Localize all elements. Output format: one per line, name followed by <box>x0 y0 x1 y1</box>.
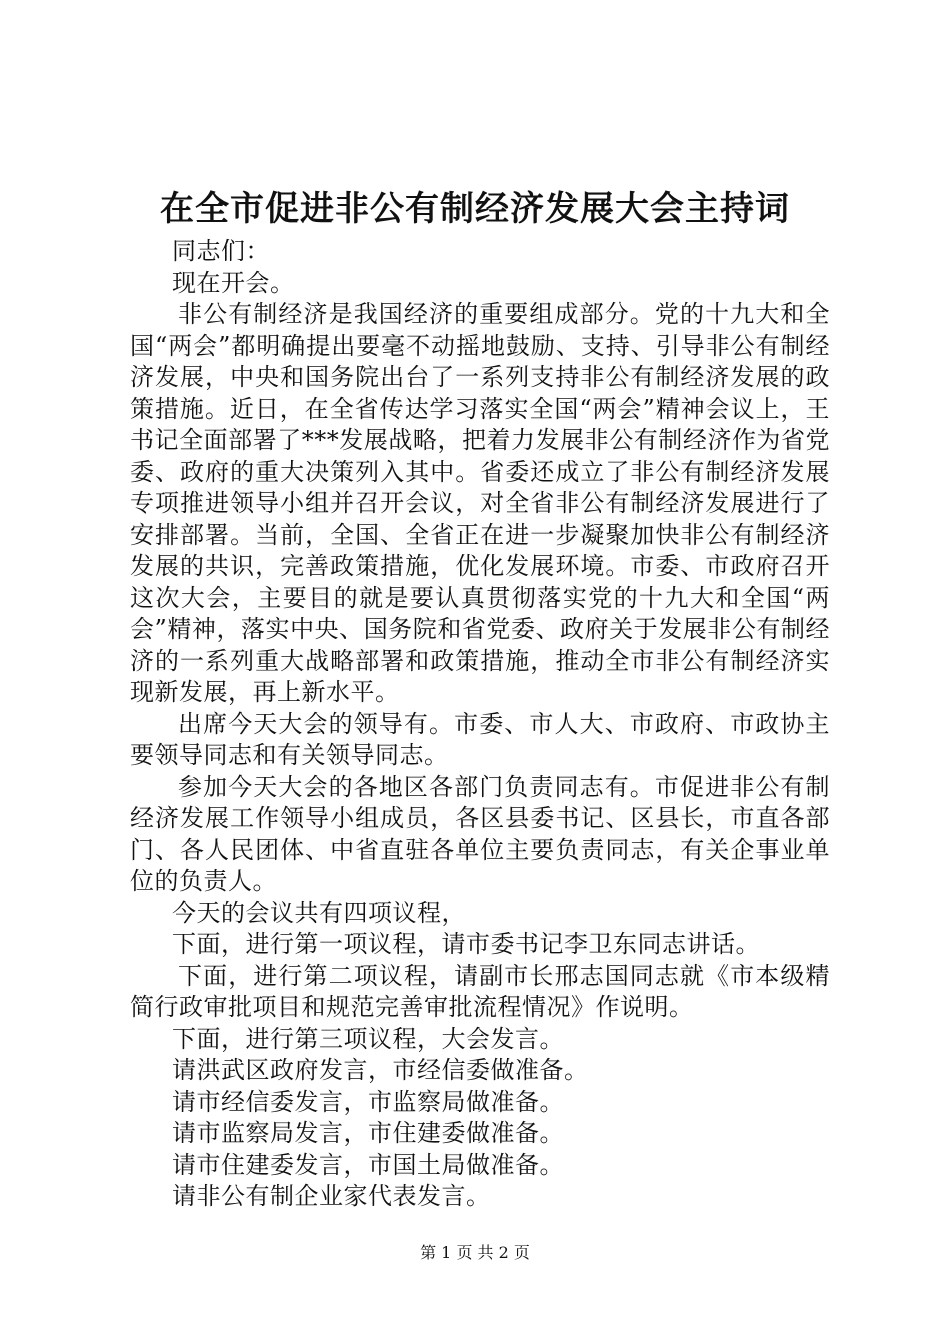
paragraph-agenda-item-2: 下面，进行第二项议程，请副市长邢志国同志就《市本级精简行政审批项目和规范完善审批流程情况》作说明。 <box>130 961 830 1021</box>
paragraph-agenda-item-3: 下面，进行第三项议程，大会发言。 <box>172 1024 564 1053</box>
paragraph-leaders-present: 出席今天大会的领导有。市委、市人大、市政府、市政协主要领导同志和有关领导同志。 <box>130 709 830 769</box>
paragraph-attendees: 参加今天大会的各地区各部门负责同志有。市促进非公有制经济发展工作领导小组成员，各区县委书记、区县长，市直各部门、各人民团体、中省直驻各单位主要负责同志，有关企事业单位的负责人。 <box>130 772 830 895</box>
paragraph-agenda-intro: 今天的会议共有四项议程， <box>172 898 466 927</box>
paragraph-background: 非公有制经济是我国经济的重要组成部分。党的十九大和全国“两会”都明确提出要毫不动摇地鼓励、支持、引导非公有制经济发展，中央和国务院出台了一系列支持非公有制经济发展的政策措施。近日，在全省传达学习落实全国“两会”精神会议上，王书记全面部署了***发展战略，把着力发展非公有制经济作为省党委、政府的重大决策列入其中。省委还成立了非公有制经济发展专项推进领导小组并召开会议，对全省非公有制经济发展进行了安排部署。当前，全国、全省正在进一步凝聚加快非公有制经济发展的共识，完善政策措施，优化发展环境。市委、市政府召开这次大会，主要目的就是要认真贯彻落实党的十九大和全国“两会”精神，落实中央、国务院和省党委、政府关于发展非公有制经济的一系列重大战略部署和政策措施，推动全市非公有制经济实现新发展，再上新水平。 <box>130 300 830 706</box>
paragraph-opening: 现在开会。 <box>172 268 295 297</box>
paragraph-agenda-item-1: 下面，进行第一项议程，请市委书记李卫东同志讲话。 <box>172 930 760 958</box>
paragraph-speaker-1: 请洪武区政府发言，市经信委做准备。 <box>172 1056 589 1084</box>
paragraph-speaker-3: 请市监察局发言，市住建委做准备。 <box>172 1119 564 1147</box>
paragraph-speaker-5: 请非公有制企业家代表发言。 <box>172 1182 491 1210</box>
document-title: 在全市促进非公有制经济发展大会主持词 <box>160 189 790 229</box>
paragraph-speaker-4: 请市住建委发言，市国土局做准备。 <box>172 1150 564 1179</box>
salutation: 同志们： <box>172 237 270 265</box>
paragraph-speaker-2: 请市经信委发言，市监察局做准备。 <box>172 1087 564 1116</box>
page-number: 第 1 页 共 2 页 <box>420 1243 530 1262</box>
document-body <box>130 236 830 1213</box>
